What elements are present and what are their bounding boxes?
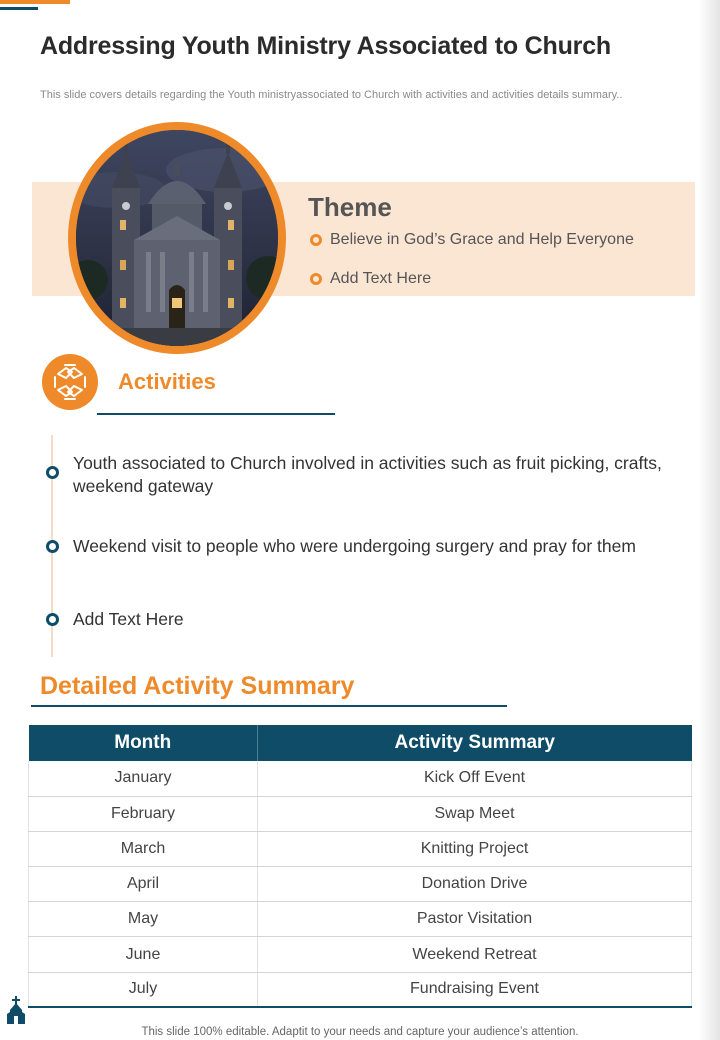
timeline-dot-icon (46, 540, 59, 553)
church-photo (68, 122, 286, 354)
summary-underline (31, 705, 507, 707)
church-icon (7, 996, 25, 1024)
month-cell: March (29, 831, 258, 866)
column-header-activity: Activity Summary (258, 725, 692, 761)
theme-title: Theme (308, 192, 392, 222)
activity-cell: Weekend Retreat (258, 937, 692, 972)
table-row (29, 796, 692, 831)
top-accent-navy (0, 7, 38, 10)
month-cell: July (29, 972, 258, 1007)
activity-cell: Knitting Project (258, 831, 692, 866)
table-row (29, 831, 692, 866)
month-cell: February (29, 796, 258, 831)
page-edge-shadow (698, 0, 720, 1040)
theme-item-text: Add Text Here (330, 270, 432, 287)
activity-item: Add Text Here (73, 609, 184, 629)
month-cell: June (29, 937, 258, 972)
footer-note: This slide 100% editable. Adaptit to your needs and capture your audience’s attention. (141, 1026, 579, 1038)
activity-cell: Swap Meet (258, 796, 692, 831)
column-header-month: Month (29, 725, 258, 761)
activities-underline (97, 413, 335, 415)
theme-item (310, 270, 431, 288)
month-cell: May (29, 902, 258, 937)
table-row (29, 972, 692, 1007)
activity-cell: Pastor Visitation (258, 902, 692, 937)
theme-item-text: Believe in God’s Grace and Help Everyone (330, 231, 634, 248)
activity-cell: Donation Drive (258, 867, 692, 902)
month-cell: April (29, 867, 258, 902)
activity-item: Weekend visit to people who were undergoing surgery and pray for them (73, 536, 636, 556)
timeline-dot-icon (46, 466, 59, 479)
activity-cell: Fundraising Event (258, 972, 692, 1007)
page-subtitle: This slide covers details regarding the Youth ministryassociated to Church with activities and activities details summary.. (40, 89, 623, 101)
table-row (29, 937, 692, 972)
table-header-row (29, 725, 692, 761)
activity-cell: Kick Off Event (258, 761, 692, 796)
activity-summary-table (28, 725, 692, 1008)
top-accent-orange (0, 0, 70, 4)
page-title: Addressing Youth Ministry Associated to Church (40, 32, 611, 60)
ring-bullet-icon (310, 234, 322, 246)
activities-title: Activities (118, 369, 216, 394)
activity-item: Youth associated to Church involved in activities such as fruit picking, crafts, weekend gateway (73, 453, 662, 496)
summary-title: Detailed Activity Summary (40, 672, 355, 700)
ring-bullet-icon (310, 273, 322, 285)
month-cell: January (29, 761, 258, 796)
table-row (29, 867, 692, 902)
theme-item (310, 231, 634, 249)
table-row (29, 761, 692, 796)
table-row (29, 902, 692, 937)
timeline-dot-icon (46, 613, 59, 626)
linked-hands-icon (42, 354, 98, 410)
